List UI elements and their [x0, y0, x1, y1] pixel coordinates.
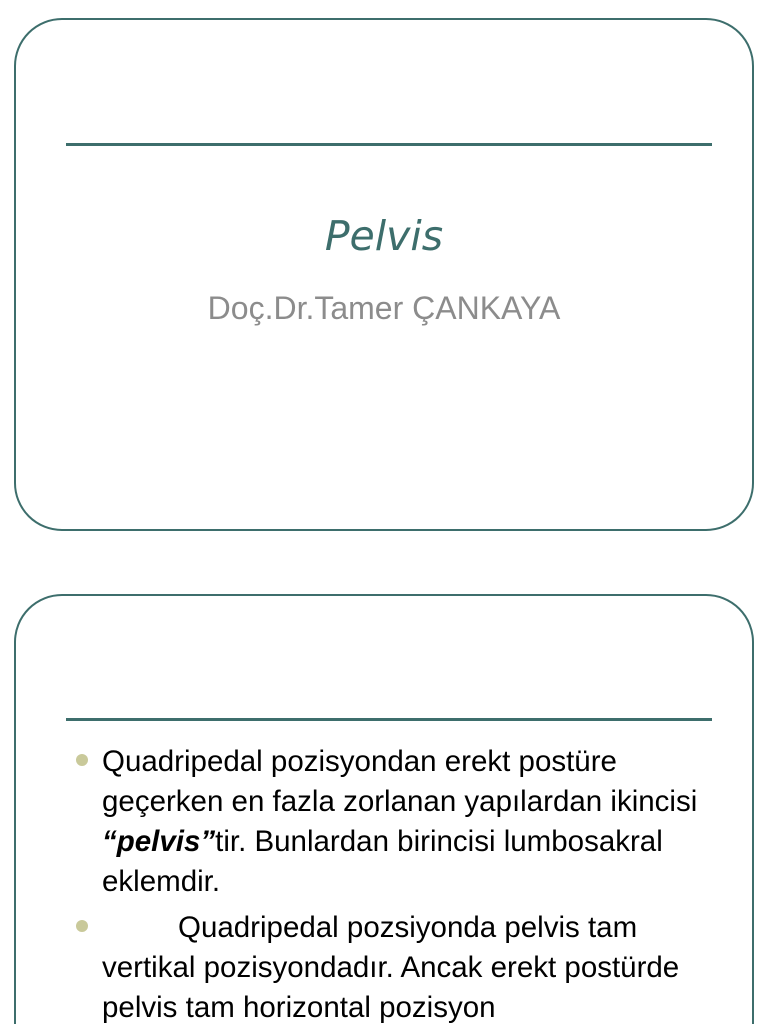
bullet-dot-icon — [76, 754, 88, 766]
bullet-text-after: tir. Bunlardan birincisi lumbosakral eklemdir. — [102, 825, 663, 898]
bullet-item-2 — [74, 908, 714, 1024]
bullet-emphasis: “pelvis” — [102, 825, 216, 858]
slide-title — [14, 18, 754, 531]
bullet-text — [102, 745, 697, 898]
bullet-item-1 — [74, 742, 714, 902]
title-rule — [66, 143, 712, 146]
bullet-list — [74, 742, 714, 1024]
content-rule — [66, 718, 712, 721]
bullet-text — [102, 911, 679, 1024]
bullet-text-before: Quadripedal pozisyondan erekt postüre geçerken en fazla zorlanan yapılardan ikincisi — [102, 745, 698, 818]
slide-content — [14, 594, 754, 1024]
slide-subtitle-author: Doç.Dr.Tamer ÇANKAYA — [207, 290, 561, 326]
slide-title-text: Pelvis — [324, 212, 444, 260]
bullet-text-body: Quadripedal pozsiyonda pelvis tam vertikal pozisyondadır. Ancak erekt postürde pelvis tam horizontal pozisyon — [102, 911, 680, 1024]
bullet-dot-icon — [76, 920, 88, 932]
